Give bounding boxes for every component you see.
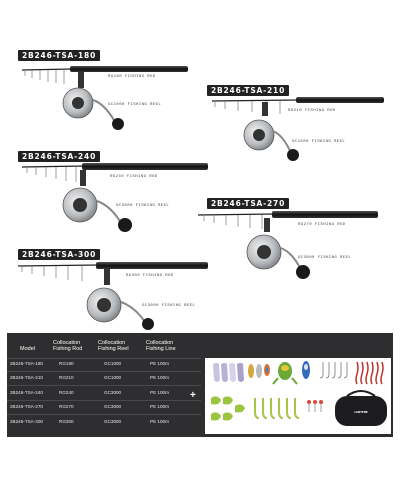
frog-lure	[273, 362, 297, 384]
variant-label-180: 2B246-TSA-180	[18, 50, 100, 61]
table-cell: PE 100m	[150, 390, 169, 395]
table-cell: GC3000	[104, 419, 122, 424]
jig-heads	[307, 400, 323, 404]
table-cell: 2B246-TSA-270	[10, 404, 43, 409]
variant-label-240: 2B246-TSA-240	[18, 151, 100, 162]
soft-shad-lures	[213, 363, 244, 382]
reel-label-300: GC3000 FISHING REEL	[142, 304, 196, 308]
table-cell: PE 100m	[150, 375, 169, 380]
table-cell: GC1000	[104, 361, 122, 366]
table-header-line: Collocation Fishing Line	[146, 340, 176, 352]
reel-240	[63, 170, 132, 232]
rod-label-270: RG270 FISHING ROD	[298, 223, 346, 227]
table-cell: PE 100m	[150, 404, 169, 409]
table-cell: RG180	[59, 361, 74, 366]
table-cell: GC3000	[104, 404, 122, 409]
variant-label-270: 2B246-TSA-270	[207, 198, 289, 209]
rod-set-270	[198, 211, 378, 279]
table-header-reel: Collocation Fishing Reel	[98, 340, 129, 352]
table-cell: RG210	[59, 375, 74, 380]
reel-180	[63, 72, 124, 130]
rod-set-210	[212, 97, 384, 161]
table-cell: PE 100m	[150, 361, 169, 366]
reel-label-180: GC1000 FISHING REEL	[108, 103, 162, 107]
red-worms	[356, 362, 383, 384]
table-cell: RG270	[59, 404, 74, 409]
table-cell: 2B246-TSA-240	[10, 390, 43, 395]
table-cell: 2B246-TSA-300	[10, 419, 43, 424]
table-header-rod: Collocation Fishing Rod	[53, 340, 83, 352]
variant-label-300: 2B246-TSA-300	[18, 249, 100, 260]
table-cell: 2B246-TSA-180	[10, 361, 43, 366]
row-divider	[7, 358, 201, 359]
carry-bag	[335, 391, 387, 426]
reel-270	[247, 218, 310, 279]
rod-label-180: RG180 FISHING ROD	[108, 75, 156, 79]
plus-sign: +	[190, 390, 196, 401]
rod-label-210: RG210 FISHING ROD	[288, 109, 336, 113]
rod-set-240	[22, 163, 208, 232]
table-cell: GC1000	[104, 375, 122, 380]
variant-label-210: 2B246-TSA-210	[207, 85, 289, 96]
row-divider	[7, 371, 201, 372]
rod-label-240: RG240 FISHING ROD	[110, 175, 158, 179]
reel-label-270: GC3000 FISHING REEL	[298, 256, 352, 260]
table-cell: RG240	[59, 390, 74, 395]
rod-set-180	[22, 66, 188, 130]
spoon-lures	[248, 364, 270, 378]
table-cell: GC3000	[104, 390, 122, 395]
row-divider	[7, 385, 201, 386]
table-header-model: Model	[20, 346, 35, 352]
bag-brand-text: LANTENE	[354, 411, 368, 414]
row-divider	[7, 400, 201, 401]
minnow-lure	[302, 361, 310, 379]
curly-tail-worms	[255, 398, 299, 418]
reel-300	[87, 269, 154, 330]
row-divider	[7, 414, 201, 415]
rod-set-300	[18, 262, 208, 330]
reel-label-240: GC3000 FISHING REEL	[116, 204, 170, 208]
table-cell: 2B246-TSA-210	[10, 375, 43, 380]
table-cell: RG300	[59, 419, 74, 424]
accessories-illustration	[205, 358, 391, 434]
table-cell: PE 100m	[150, 419, 169, 424]
rod-label-300: RG300 FISHING ROD	[126, 274, 174, 278]
green-grub-baits	[211, 396, 245, 420]
reel-label-210: GC1000 FISHING REEL	[292, 140, 346, 144]
hooks	[320, 362, 347, 378]
accessories-image	[205, 358, 391, 434]
